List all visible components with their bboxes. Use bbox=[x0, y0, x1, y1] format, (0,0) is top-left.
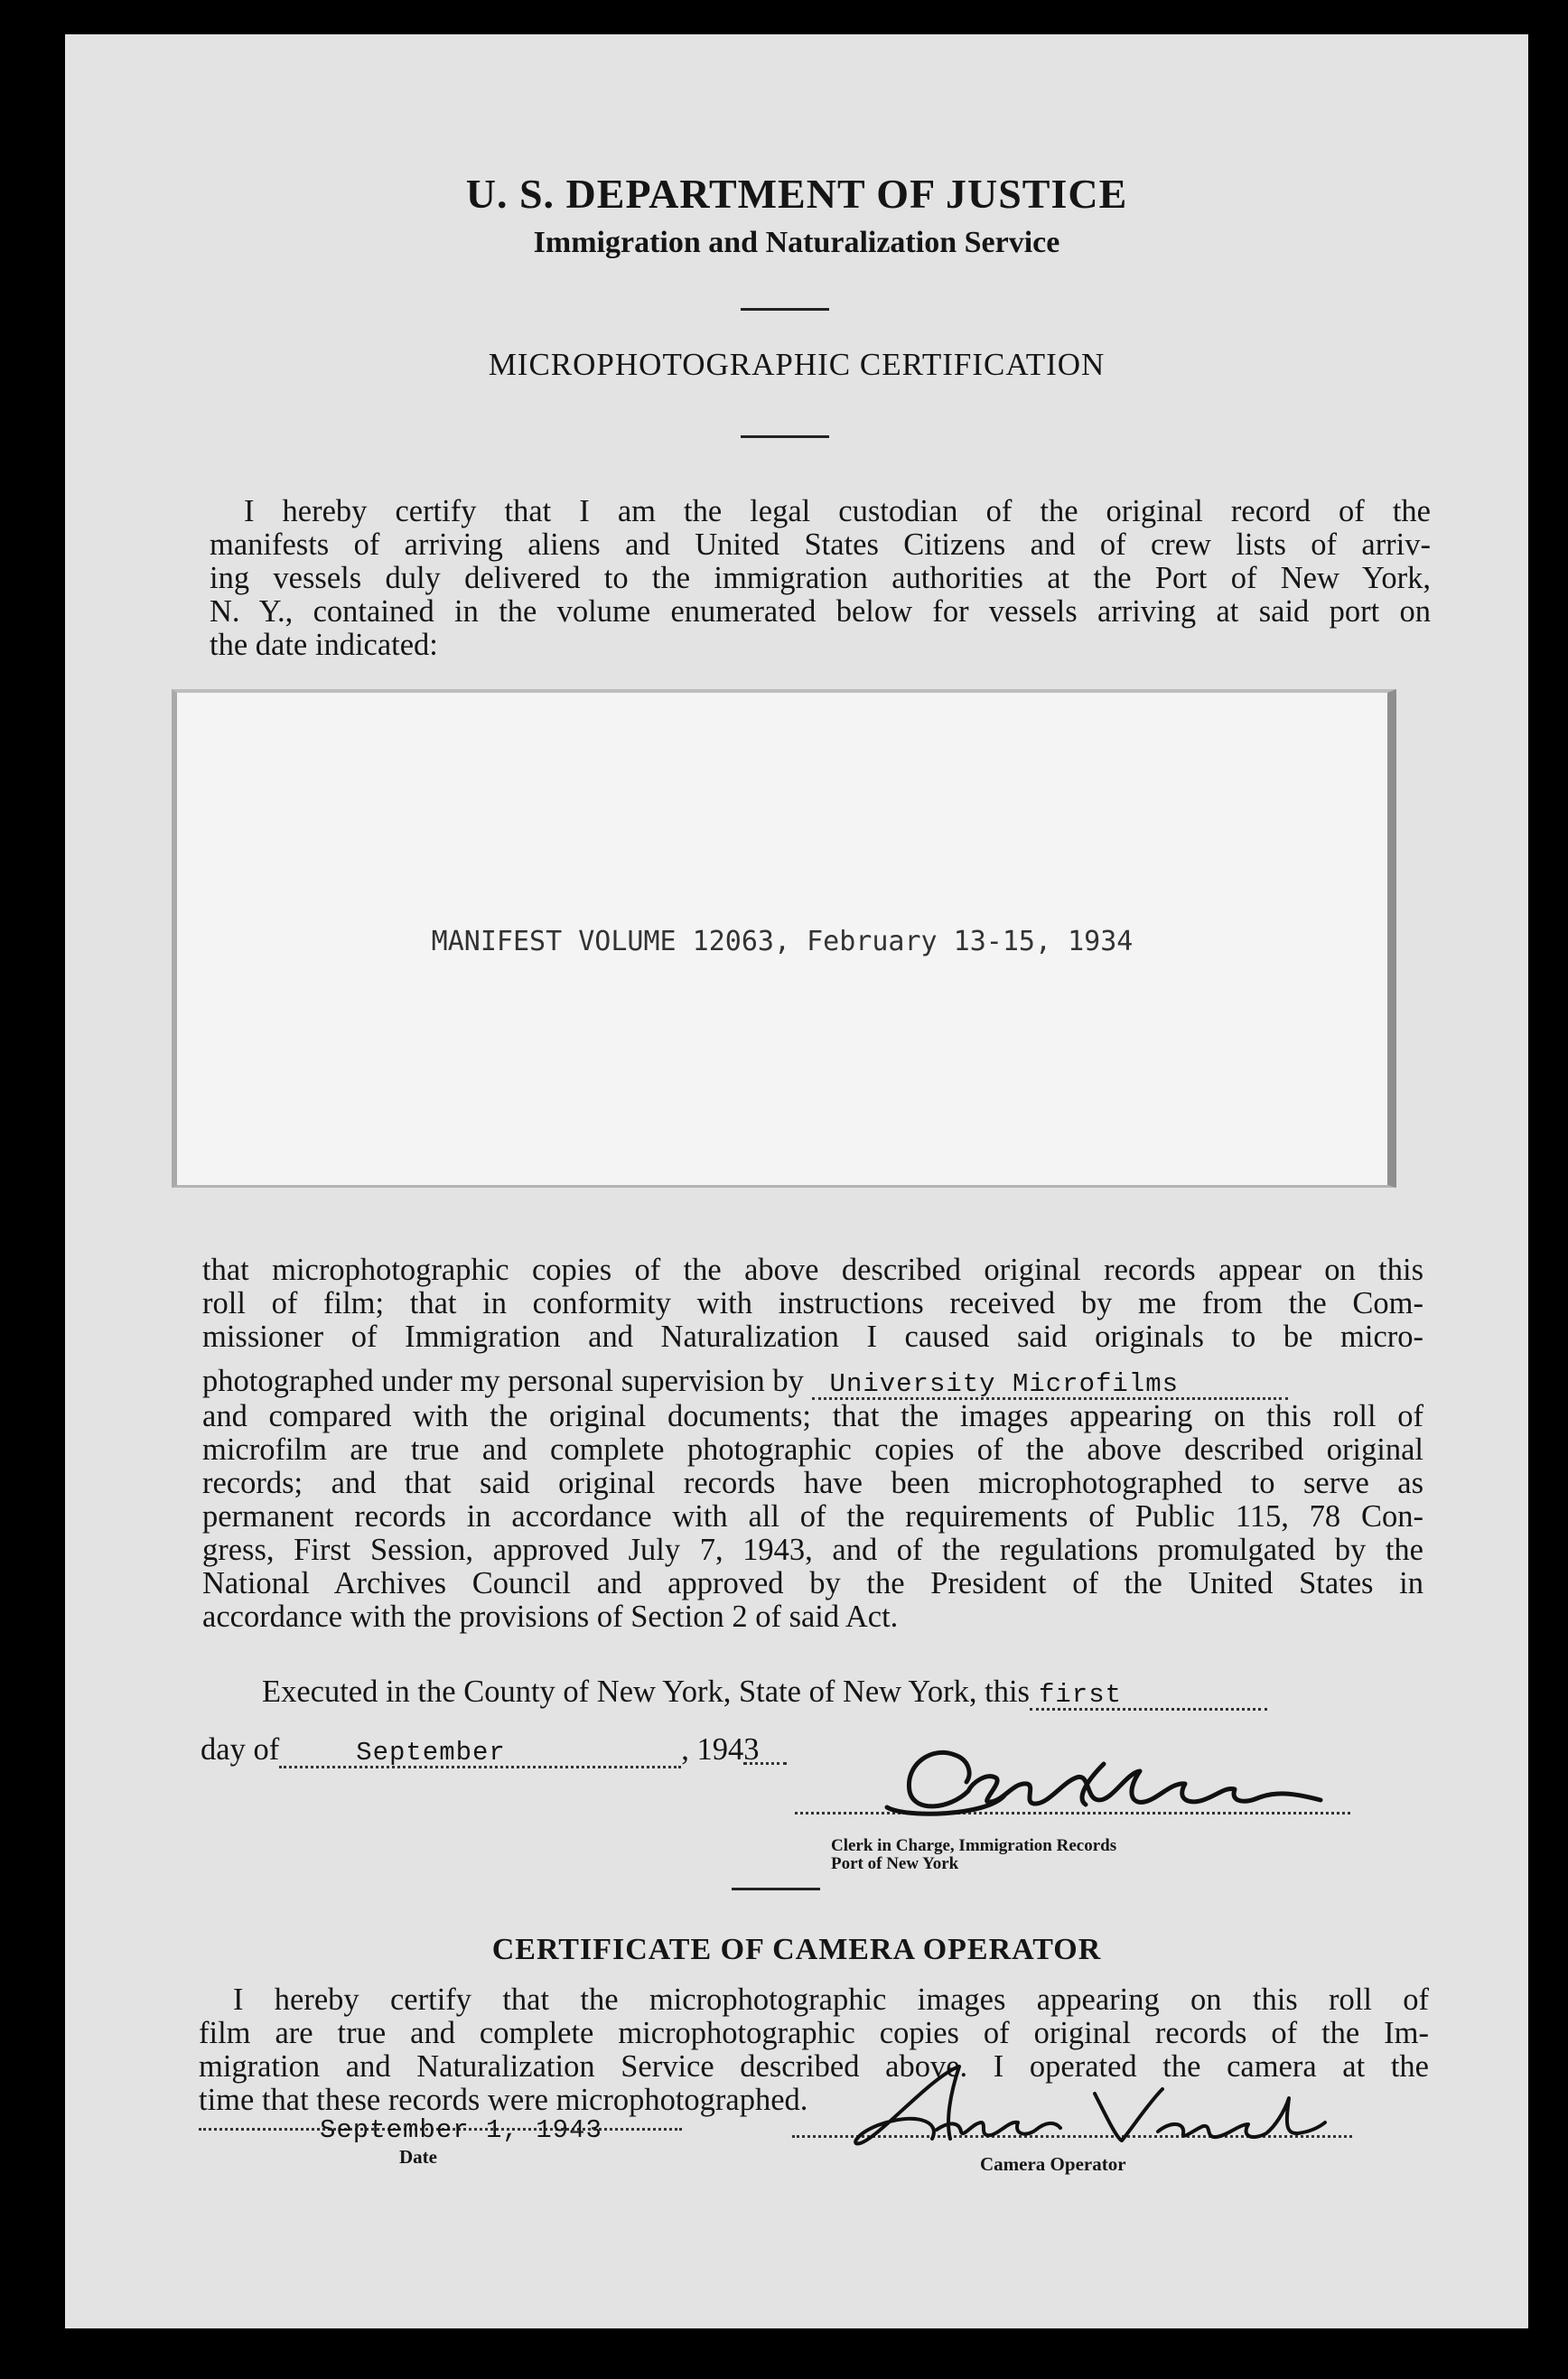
clerk-signature bbox=[869, 1728, 1339, 1827]
supervisor-value: University Microfilms bbox=[829, 1369, 1180, 1399]
camera-operator-title: CERTIFICATE OF CAMERA OPERATOR bbox=[491, 1933, 1102, 1966]
year-digit-value: 3 bbox=[743, 1732, 760, 1767]
clerk-title-line: Port of New York bbox=[831, 1854, 959, 1873]
divider bbox=[732, 1888, 820, 1890]
month-value: September bbox=[356, 1738, 506, 1768]
statement-line: N. Y., contained in the volume enumerated below for vessels arriving at said port on bbox=[210, 594, 1431, 629]
statement-line: that microphotographic copies of the above described original records appear on this bbox=[202, 1253, 1423, 1287]
execution-day-field bbox=[1030, 1680, 1267, 1711]
supervisor-field bbox=[812, 1369, 1288, 1400]
execution-line bbox=[262, 1675, 1267, 1711]
supervision-line bbox=[202, 1365, 1423, 1400]
camera-operator-label: Camera Operator bbox=[980, 2153, 1126, 2175]
service-name: Immigration and Naturalization Service bbox=[533, 226, 1060, 259]
certification-title: MICROPHOTOGRAPHIC CERTIFICATION bbox=[488, 347, 1106, 382]
clerk-title bbox=[831, 1837, 1116, 1873]
statement-line: permanent records in accordance with all of the requirements of Public 115, 78 Con- bbox=[202, 1499, 1423, 1534]
statement-line: roll of film; that in conformity with instructions received by me from the Com- bbox=[202, 1286, 1423, 1320]
execution-day-value: first bbox=[1038, 1680, 1122, 1710]
statement-line: and compared with the original documents; that the images appearing on this roll of bbox=[202, 1399, 1423, 1433]
manifest-label-card bbox=[172, 689, 1396, 1188]
divider bbox=[741, 435, 829, 438]
date-value: September 1, 1943 bbox=[320, 2115, 602, 2145]
statement-line: time that these records were microphotographed. bbox=[199, 2083, 808, 2117]
certificate-page bbox=[65, 34, 1528, 2328]
divider bbox=[741, 308, 829, 311]
statement-line: film are true and complete microphotographic copies of original records of the Im- bbox=[199, 2016, 1429, 2050]
day-of-label: day of bbox=[201, 1732, 280, 1767]
statement-line: migration and Naturalization Service described above. I operated the camera at the bbox=[199, 2049, 1429, 2084]
year-prefix: , 194 bbox=[681, 1732, 744, 1767]
statement-line: microfilm are true and complete photographic copies of the above described original bbox=[202, 1432, 1423, 1467]
execution-prefix: Executed in the County of New York, State of New York, this bbox=[262, 1675, 1030, 1709]
manifest-volume-text: MANIFEST VOLUME 12063, February 13-15, 1934 bbox=[431, 926, 1134, 957]
microfilm-statement bbox=[202, 1254, 1423, 1634]
custodian-statement bbox=[210, 495, 1431, 662]
month-field bbox=[279, 1740, 681, 1768]
statement-line: National Archives Council and approved by the President of the United States in bbox=[202, 1566, 1423, 1600]
year-digit-field bbox=[743, 1732, 787, 1767]
statement-line: gress, First Session, approved July 7, 1943, and of the regulations promulgated by the bbox=[202, 1533, 1423, 1567]
statement-line: I hereby certify that I am the legal custodian of the original record of the bbox=[244, 494, 1431, 528]
supervision-prefix: photographed under my personal supervision by bbox=[202, 1364, 804, 1398]
statement-line: missioner of Immigration and Naturalization I caused said originals to be micro- bbox=[202, 1320, 1423, 1354]
operator-signature bbox=[824, 2057, 1330, 2157]
department-title: U. S. DEPARTMENT OF JUSTICE bbox=[465, 171, 1128, 217]
execution-date-line bbox=[201, 1732, 787, 1768]
statement-line: ing vessels duly delivered to the immigration authorities at the Port of New York, bbox=[210, 561, 1431, 595]
statement-line: the date indicated: bbox=[210, 628, 438, 662]
statement-line: manifests of arriving aliens and United States Citizens and of crew lists of arriv- bbox=[210, 527, 1431, 562]
statement-line: I hereby certify that the microphotographic images appearing on this roll of bbox=[233, 1982, 1429, 2017]
statement-line: accordance with the provisions of Section 2 of said Act. bbox=[202, 1600, 899, 1634]
date-label: Date bbox=[399, 2146, 437, 2168]
statement-line: records; and that said original records have been microphotographed to serve as bbox=[202, 1466, 1423, 1500]
clerk-title-line: Clerk in Charge, Immigration Records bbox=[831, 1836, 1117, 1855]
